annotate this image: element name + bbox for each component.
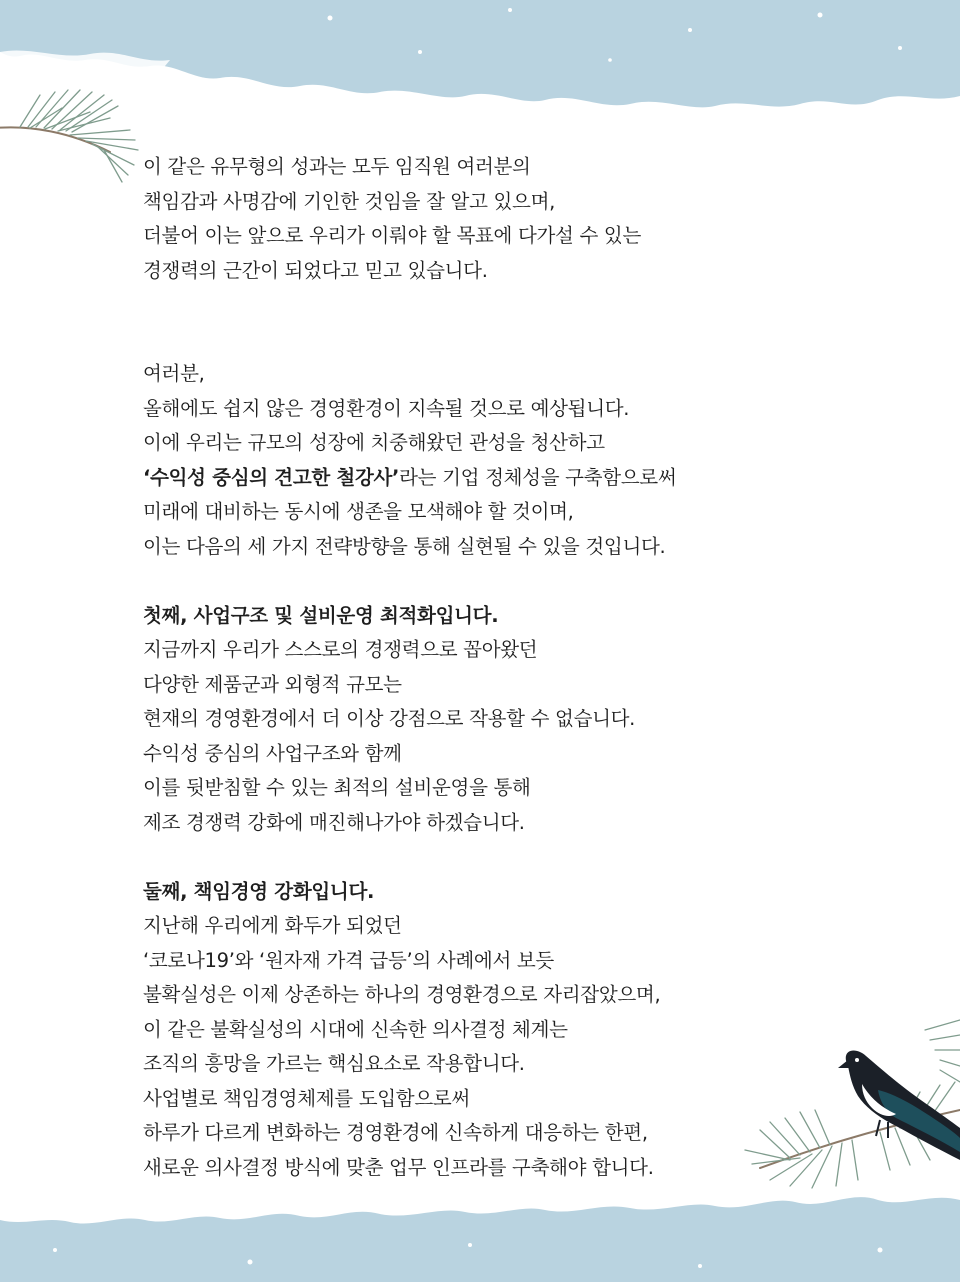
- text-line: 지금까지 우리가 스스로의 경쟁력으로 꼽아왔던: [143, 638, 538, 661]
- top-sky-band: [0, 0, 960, 107]
- emphasis-text: ‘수익성 중심의 견고한 철강사’: [143, 465, 400, 489]
- text-line: 이에 우리는 규모의 성장에 치중해왔던 관성을 청산하고: [143, 431, 605, 454]
- text-line: 하루가 다르게 변화하는 경영환경에 신속하게 대응하는 한편,: [143, 1121, 648, 1144]
- emphasis-rest-text: 라는 기업 정체성을 구축함으로써: [399, 465, 677, 489]
- text-line: 조직의 흥망을 가르는 핵심요소로 작용합니다.: [143, 1052, 525, 1075]
- bottom-sky-band: [0, 1197, 960, 1282]
- text-line: 미래에 대비하는 동시에 생존을 모색해야 할 것이며,: [143, 500, 574, 523]
- paragraph-4: [143, 875, 823, 1186]
- text-line: 경쟁력의 근간이 되었다고 믿고 있습니다.: [143, 258, 488, 282]
- text-line: 수익성 중심의 사업구조와 함께: [143, 741, 402, 765]
- section-heading: 둘째, 책임경영 강화입니다.: [143, 879, 375, 903]
- text-line: ‘코로나19’와 ‘원자재 가격 급등’의 사례에서 보듯: [143, 948, 554, 972]
- paragraph-3: [143, 599, 823, 841]
- text-line: 지난해 우리에게 화두가 되었던: [143, 914, 402, 937]
- text-line: 여러분,: [143, 362, 205, 385]
- pine-branch-icon: [0, 90, 138, 182]
- text-line: 현재의 경영환경에서 더 이상 강점으로 작용할 수 없습니다.: [143, 707, 636, 730]
- text-line: 사업별로 책임경영체제를 도입함으로써: [143, 1086, 470, 1110]
- text-line: 이는 다음의 세 가지 전략방향을 통해 실현될 수 있을 것입니다.: [143, 534, 666, 558]
- text-line: 올해에도 쉽지 않은 경영환경이 지속될 것으로 예상됩니다.: [143, 396, 630, 420]
- text-line: 이 같은 불확실성의 시대에 신속한 의사결정 체계는: [143, 1017, 568, 1041]
- text-line: 이를 뒷받침할 수 있는 최적의 설비운영을 통해: [143, 776, 531, 799]
- text-line: 불확실성은 이제 상존하는 하나의 경영환경으로 자리잡았으며,: [143, 983, 661, 1006]
- paragraph-1: [143, 150, 823, 288]
- text-line: 다양한 제품군과 외형적 규모는: [143, 672, 402, 696]
- emphasis-line: [143, 461, 823, 496]
- magpie-icon: [800, 1010, 960, 1200]
- section-heading: 첫째, 사업구조 및 설비운영 최적화입니다.: [143, 603, 499, 627]
- paragraph-2: [143, 357, 823, 564]
- text-line: 더불어 이는 앞으로 우리가 이뤄야 할 목표에 다가설 수 있는: [143, 224, 641, 247]
- text-line: 책임감과 사명감에 기인한 것임을 잘 알고 있으며,: [143, 189, 556, 213]
- text-line: 새로운 의사결정 방식에 맞춘 업무 인프라를 구축해야 합니다.: [143, 1155, 654, 1179]
- text-line: 제조 경쟁력 강화에 매진해나가야 하겠습니다.: [143, 810, 525, 834]
- text-line: 이 같은 유무형의 성과는 모두 임직원 여러분의: [143, 155, 531, 178]
- letter-body: [143, 150, 823, 1185]
